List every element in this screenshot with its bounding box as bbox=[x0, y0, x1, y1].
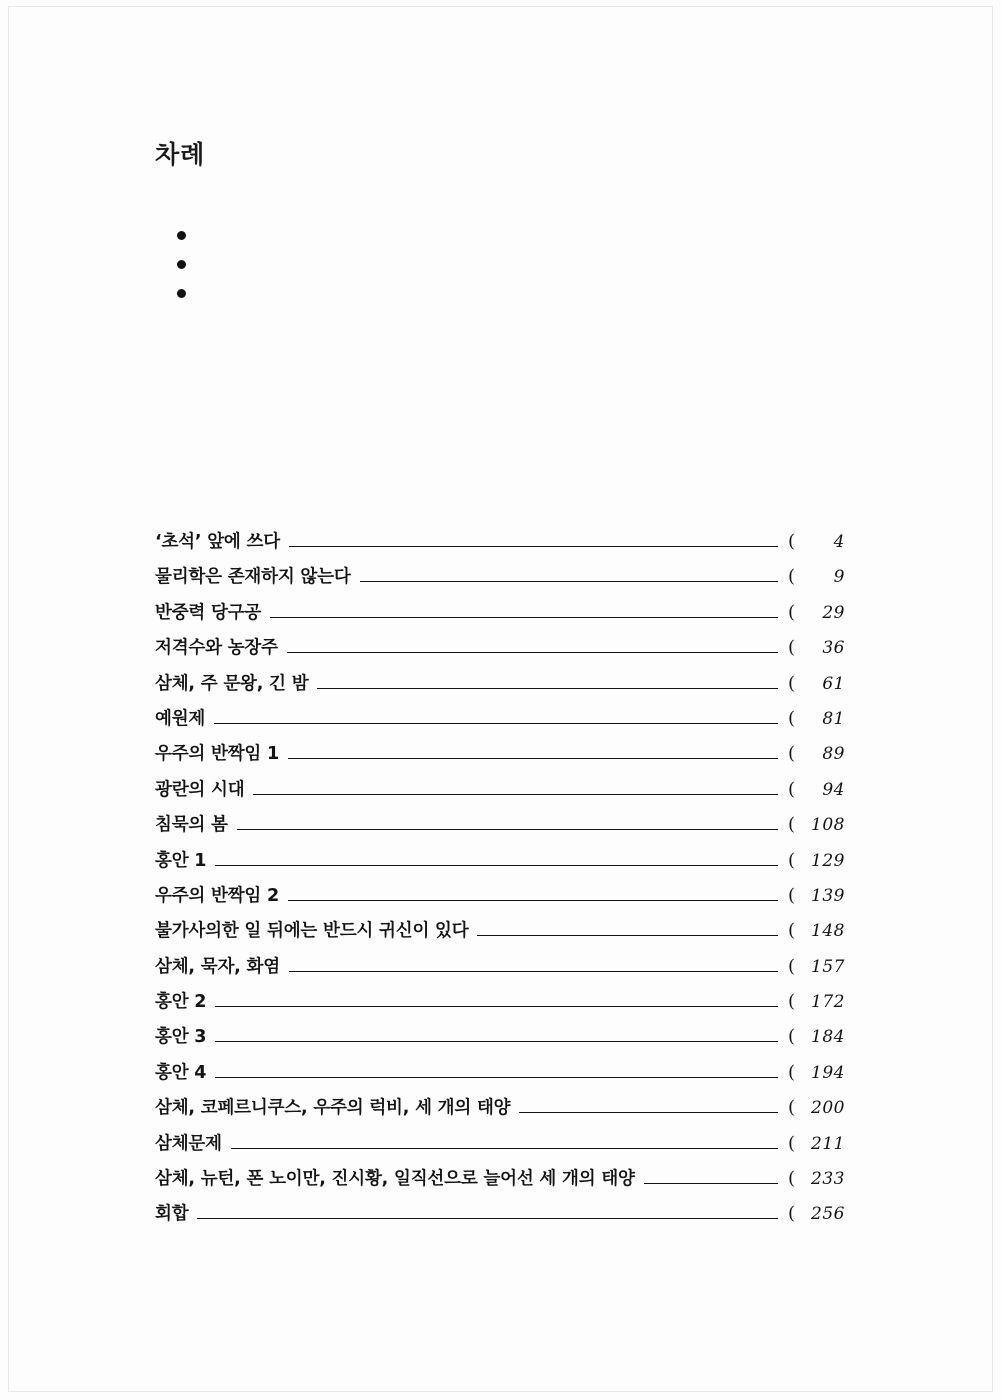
toc-paren: ( bbox=[787, 884, 795, 906]
toc-leader-line bbox=[477, 935, 778, 936]
toc-paren: ( bbox=[787, 707, 795, 729]
toc-paren: ( bbox=[787, 531, 795, 552]
toc-entry[interactable] bbox=[155, 1094, 845, 1129]
toc-leader-line bbox=[289, 971, 778, 972]
toc-entry[interactable] bbox=[155, 1165, 845, 1200]
toc-paren: ( bbox=[787, 1097, 795, 1119]
toc-paren: ( bbox=[787, 637, 795, 659]
toc-entry-title: 반중력 당구공 bbox=[155, 602, 262, 623]
toc-leader-line bbox=[519, 1112, 778, 1113]
toc-leader-line bbox=[215, 1041, 778, 1042]
toc-leader-line bbox=[270, 617, 778, 618]
toc-entry-title: ‘초석’ 앞에 쓰다 bbox=[155, 532, 280, 552]
toc-entry[interactable] bbox=[155, 563, 845, 598]
toc-entry-title: 회합 bbox=[155, 1204, 189, 1225]
toc-entry-page: 4 bbox=[833, 532, 845, 552]
toc-entry-title: 홍안 2 bbox=[155, 992, 207, 1013]
toc-entry-title: 삼체, 뉴턴, 폰 노이만, 진시황, 일직선으로 늘어선 세 개의 태양 bbox=[155, 1169, 635, 1190]
toc-entry-page: 81 bbox=[822, 708, 845, 729]
toc-entry-page: 129 bbox=[811, 850, 845, 871]
toc-entry-page: 36 bbox=[822, 638, 845, 659]
toc-leader-line bbox=[215, 1077, 778, 1078]
toc-entry-title: 홍안 3 bbox=[155, 1027, 207, 1048]
toc-entry-title: 불가사의한 일 뒤에는 반드시 귀신이 있다 bbox=[155, 921, 469, 942]
toc-entry-title: 삼체, 주 문왕, 긴 밤 bbox=[155, 673, 309, 694]
toc-entry[interactable] bbox=[155, 528, 845, 563]
toc-entry[interactable] bbox=[155, 1023, 845, 1058]
toc-entry-title: 침묵의 봄 bbox=[155, 815, 228, 836]
toc-paren: ( bbox=[787, 1132, 795, 1154]
toc-paren: ( bbox=[787, 566, 795, 588]
toc-leader-line bbox=[317, 688, 778, 689]
bullet-list bbox=[155, 222, 845, 309]
toc-entry-page: 172 bbox=[811, 992, 845, 1013]
toc-leader-line bbox=[215, 865, 778, 866]
toc-paren: ( bbox=[787, 743, 795, 765]
list-item bbox=[177, 280, 845, 309]
toc-entry[interactable] bbox=[155, 917, 845, 952]
toc-entry[interactable] bbox=[155, 670, 845, 705]
toc-entry-title: 삼체, 묵자, 화염 bbox=[155, 956, 280, 977]
toc-paren: ( bbox=[787, 672, 795, 694]
toc-entry[interactable] bbox=[155, 953, 845, 988]
toc-paren: ( bbox=[787, 814, 795, 836]
page-header-area bbox=[155, 140, 845, 309]
toc-paren: ( bbox=[787, 778, 795, 800]
page-title: 차례 bbox=[155, 140, 206, 169]
toc-entry[interactable] bbox=[155, 847, 845, 882]
toc-entry[interactable] bbox=[155, 705, 845, 740]
toc-paren: ( bbox=[787, 1061, 795, 1083]
toc-paren: ( bbox=[787, 601, 795, 623]
toc-entry-title: 홍안 4 bbox=[155, 1062, 207, 1083]
toc-leader-line bbox=[289, 546, 778, 547]
list-item bbox=[177, 222, 845, 251]
toc-entry-page: 94 bbox=[822, 779, 845, 800]
toc-entry-page: 148 bbox=[811, 921, 845, 942]
toc-entry[interactable] bbox=[155, 599, 845, 634]
toc-entry-page: 194 bbox=[811, 1062, 845, 1083]
toc-entry-title: 우주의 반짝임 1 bbox=[155, 744, 279, 765]
toc-entry[interactable] bbox=[155, 740, 845, 775]
toc-paren: ( bbox=[787, 849, 795, 871]
toc-leader-line bbox=[231, 1148, 778, 1149]
toc-entry-page: 200 bbox=[811, 1098, 845, 1119]
toc-leader-line bbox=[644, 1183, 778, 1184]
toc-entry-title: 예원제 bbox=[155, 708, 206, 729]
toc-entry-title: 저격수와 농장주 bbox=[155, 638, 278, 659]
toc-leader-line bbox=[237, 829, 778, 830]
toc-leader-line bbox=[287, 652, 778, 653]
list-item bbox=[177, 251, 845, 280]
toc-entry-page: 89 bbox=[822, 744, 845, 765]
table-of-contents bbox=[155, 528, 845, 1236]
toc-entry-page: 211 bbox=[811, 1133, 845, 1154]
toc-entry[interactable] bbox=[155, 882, 845, 917]
toc-entry[interactable] bbox=[155, 988, 845, 1023]
toc-entry-page: 139 bbox=[811, 885, 845, 906]
toc-leader-line bbox=[288, 758, 778, 759]
toc-entry-page: 233 bbox=[811, 1169, 845, 1190]
toc-entry[interactable] bbox=[155, 1200, 845, 1235]
toc-entry-page: 184 bbox=[811, 1027, 845, 1048]
toc-entry[interactable] bbox=[155, 776, 845, 811]
toc-entry-page: 108 bbox=[811, 815, 845, 836]
toc-paren: ( bbox=[787, 1203, 795, 1225]
toc-leader-line bbox=[288, 900, 778, 901]
toc-entry-page: 9 bbox=[833, 567, 845, 588]
toc-entry[interactable] bbox=[155, 1130, 845, 1165]
toc-entry[interactable] bbox=[155, 811, 845, 846]
toc-paren: ( bbox=[787, 1168, 795, 1190]
toc-entry-page: 61 bbox=[822, 673, 845, 694]
toc-paren: ( bbox=[787, 920, 795, 942]
toc-entry-title: 홍안 1 bbox=[155, 850, 207, 871]
toc-leader-line bbox=[214, 723, 778, 724]
toc-paren: ( bbox=[787, 991, 795, 1013]
toc-entry-page: 29 bbox=[822, 602, 845, 623]
toc-entry-title: 삼체문제 bbox=[155, 1133, 222, 1154]
toc-paren: ( bbox=[787, 955, 795, 977]
toc-entry-title: 삼체, 코페르니쿠스, 우주의 럭비, 세 개의 태양 bbox=[155, 1098, 511, 1119]
toc-entry-title: 우주의 반짝임 2 bbox=[155, 885, 279, 906]
toc-entry-title: 물리학은 존재하지 않는다 bbox=[155, 567, 351, 588]
toc-leader-line bbox=[197, 1218, 778, 1219]
toc-entry[interactable] bbox=[155, 1059, 845, 1094]
toc-leader-line bbox=[253, 794, 778, 795]
toc-entry-page: 256 bbox=[811, 1204, 845, 1225]
toc-entry-title: 광란의 시대 bbox=[155, 779, 245, 800]
toc-entry[interactable] bbox=[155, 634, 845, 669]
toc-leader-line bbox=[215, 1006, 778, 1007]
toc-leader-line bbox=[360, 581, 778, 582]
toc-entry-page: 157 bbox=[811, 956, 845, 977]
toc-paren: ( bbox=[787, 1026, 795, 1048]
